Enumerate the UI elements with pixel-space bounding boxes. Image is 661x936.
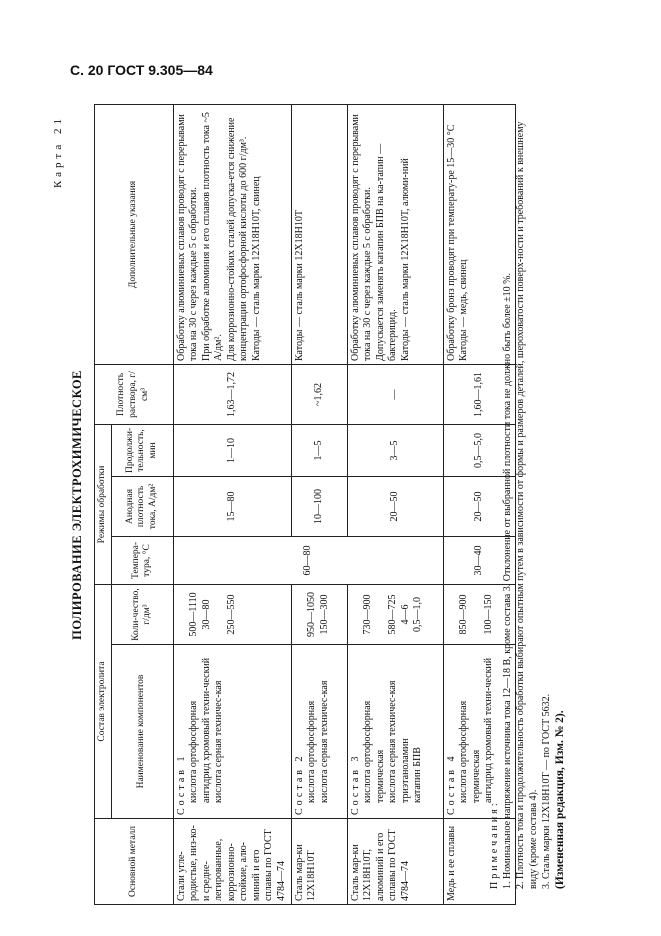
- col-notes: Дополнительные указания: [95, 104, 174, 364]
- current-cell: 20—50: [443, 476, 515, 536]
- quantity: 580—725: [387, 594, 399, 635]
- metal-cell: Сталь мар-ки 12Х18Н10Т, алюминий и его сплавы по ГОСТ 4784—74: [347, 819, 443, 905]
- amendment: (Измененная редакция, Изм. № 2).: [554, 710, 566, 889]
- component: кислота ортофосфорная термическая: [458, 700, 482, 803]
- notes-cell: [173, 104, 291, 364]
- density-cell: 1,63—1,72: [173, 364, 291, 424]
- component: кислота серная техничес-кая: [213, 680, 225, 803]
- page-header: С. 20 ГОСТ 9.305—84: [70, 62, 213, 78]
- quantity: 4—6: [399, 604, 411, 625]
- col-components: Наименование компонентов: [111, 645, 173, 819]
- rotated-content: [50, 105, 610, 905]
- metal-cell: Стали угле-родистые, низ-ко- и средне-легированные, коррозионно-стойкие, алю-миний и его сплавы по ГОСТ 4784—74: [173, 819, 291, 905]
- col-quantity: Коли-чество, г/дм³: [111, 584, 173, 644]
- table-row: [173, 104, 291, 904]
- note-line: При обработке алюминия и его сплавов плотность тока ~5 А/дм².: [200, 112, 225, 361]
- duration-cell: 1—5: [291, 424, 347, 476]
- notes-cell: [347, 104, 443, 364]
- note-line: Катоды — медь, свинец: [458, 259, 470, 361]
- section-title: ПОЛИРОВАНИЕ ЭЛЕКТРОХИМИЧЕСКОЕ: [70, 370, 84, 640]
- notes-cell: [291, 104, 347, 364]
- col-density: Плотность раствора, г/см³: [95, 364, 174, 424]
- quantity: 30—80: [200, 599, 212, 630]
- note-line: Допускается заменять катапин БПВ на ка-тапин — бактерицид.: [374, 143, 399, 361]
- col-temperature: Темпера-тура, °С: [111, 536, 173, 584]
- col-electrolyte: Состав электролита: [95, 584, 112, 818]
- duration-cell: 3—5: [347, 424, 443, 476]
- component: кислота ортофосфорная термическая: [362, 700, 386, 803]
- duration-cell: 1—10: [173, 424, 291, 476]
- card-number: Карта 21: [52, 115, 64, 189]
- current-cell: 15—80: [173, 476, 291, 536]
- note-line: Катоды — сталь марки 12Х18Н10Т, алюми-ний: [399, 158, 411, 361]
- component: триэтаноламин: [399, 738, 411, 803]
- duration-cell: 0,5—5,0: [443, 424, 515, 476]
- quantity-cell: [347, 584, 443, 644]
- component: ангидрид хромовый техни-ческий: [483, 657, 495, 803]
- col-current-density: Анодная плотность тока, А/дм²: [111, 476, 173, 536]
- quantity: 250—550: [225, 594, 237, 635]
- footnotes: [488, 105, 568, 905]
- temperature-cell: 30—40: [443, 536, 515, 584]
- note-line: Для коррозионно-стойких сталей допуска-ется снижение концентрации ортофосфорной кислоты до 600 г/дм³.: [225, 117, 250, 361]
- note-line: Катоды — сталь марки 12Х18Н10Т, свинец: [250, 176, 262, 361]
- note-line: Обработку бронз проводят при температу-ре 15—30 °С: [445, 124, 457, 361]
- component: кислота ортофосфорная: [306, 700, 318, 803]
- quantity: 730—900: [362, 594, 374, 635]
- table-row: [347, 104, 443, 904]
- note-item: 1. Номинальное напряжение источника тока 12—18 В, кроме состава 3. Отклонение от выбранной плотности тока не должно быть более ±10 %.: [502, 273, 513, 889]
- components-cell: [291, 645, 347, 819]
- component: катапин БПВ: [412, 747, 424, 803]
- note-item: 2. Плотность тока и продолжительность обработки выбирают опытным путем в зависимости от формы и размеров деталей, шероховатости поверх-ности и требований к внешнему виду (кроме состава 4).: [515, 121, 539, 889]
- components-cell: [347, 645, 443, 819]
- col-duration: Продолжи-тельность, мин: [111, 424, 173, 476]
- quantity: 0,5—1,0: [412, 597, 424, 632]
- note-item: 3. Сталь марки 12Х18Н10Т — по ГОСТ 5632.: [541, 693, 552, 889]
- temperature-cell: 60—80: [173, 536, 443, 584]
- metal-cell: Сталь мар-ки 12Х18Н10Т: [291, 819, 347, 905]
- component: кислота ортофосфорная: [188, 700, 200, 803]
- quantity-cell: [291, 584, 347, 644]
- density-cell: ~1,62: [291, 364, 347, 424]
- quantity: 950—1050: [306, 592, 318, 637]
- quantity-cell: [173, 584, 291, 644]
- table-row: [291, 104, 347, 904]
- composition-label: Состав 3: [349, 753, 361, 815]
- note-line: Обработку алюминиевых сплавов проводят с перерывами тока на 30 с через каждые 5 с обработки.: [175, 114, 200, 361]
- composition-label: Состав 4: [445, 753, 457, 815]
- component: ангидрид хромовый техни-ческий: [200, 657, 212, 803]
- metal-cell: Медь и ее сплавы: [443, 819, 515, 905]
- quantity: 500—1110: [188, 592, 200, 637]
- composition-label: Состав 2: [293, 753, 305, 815]
- density-cell: —: [347, 364, 443, 424]
- note-line: Катоды — сталь марки 12Х18Н10Т: [293, 210, 305, 361]
- component: кислота серная техничес-кая: [387, 680, 399, 803]
- density-cell: 1,60—1,61: [443, 364, 515, 424]
- quantity: 850—900: [458, 594, 470, 635]
- col-modes: Режимы обработки: [95, 424, 112, 584]
- col-metal: Основной металл: [95, 819, 174, 905]
- composition-label: Состав 1: [175, 753, 187, 815]
- current-cell: 20—50: [347, 476, 443, 536]
- current-cell: 10—100: [291, 476, 347, 536]
- component: кислота серная техничес-кая: [318, 680, 330, 803]
- electrolyte-table: [94, 104, 516, 905]
- notes-heading: Примечания:: [489, 800, 500, 889]
- quantity: 100—150: [483, 594, 495, 635]
- components-cell: [173, 645, 291, 819]
- note-line: Обработку алюминиевых сплавов проводят с перерывами тока на 30 с через каждые 5 с обработки.: [349, 114, 374, 361]
- quantity: 150—300: [318, 594, 330, 635]
